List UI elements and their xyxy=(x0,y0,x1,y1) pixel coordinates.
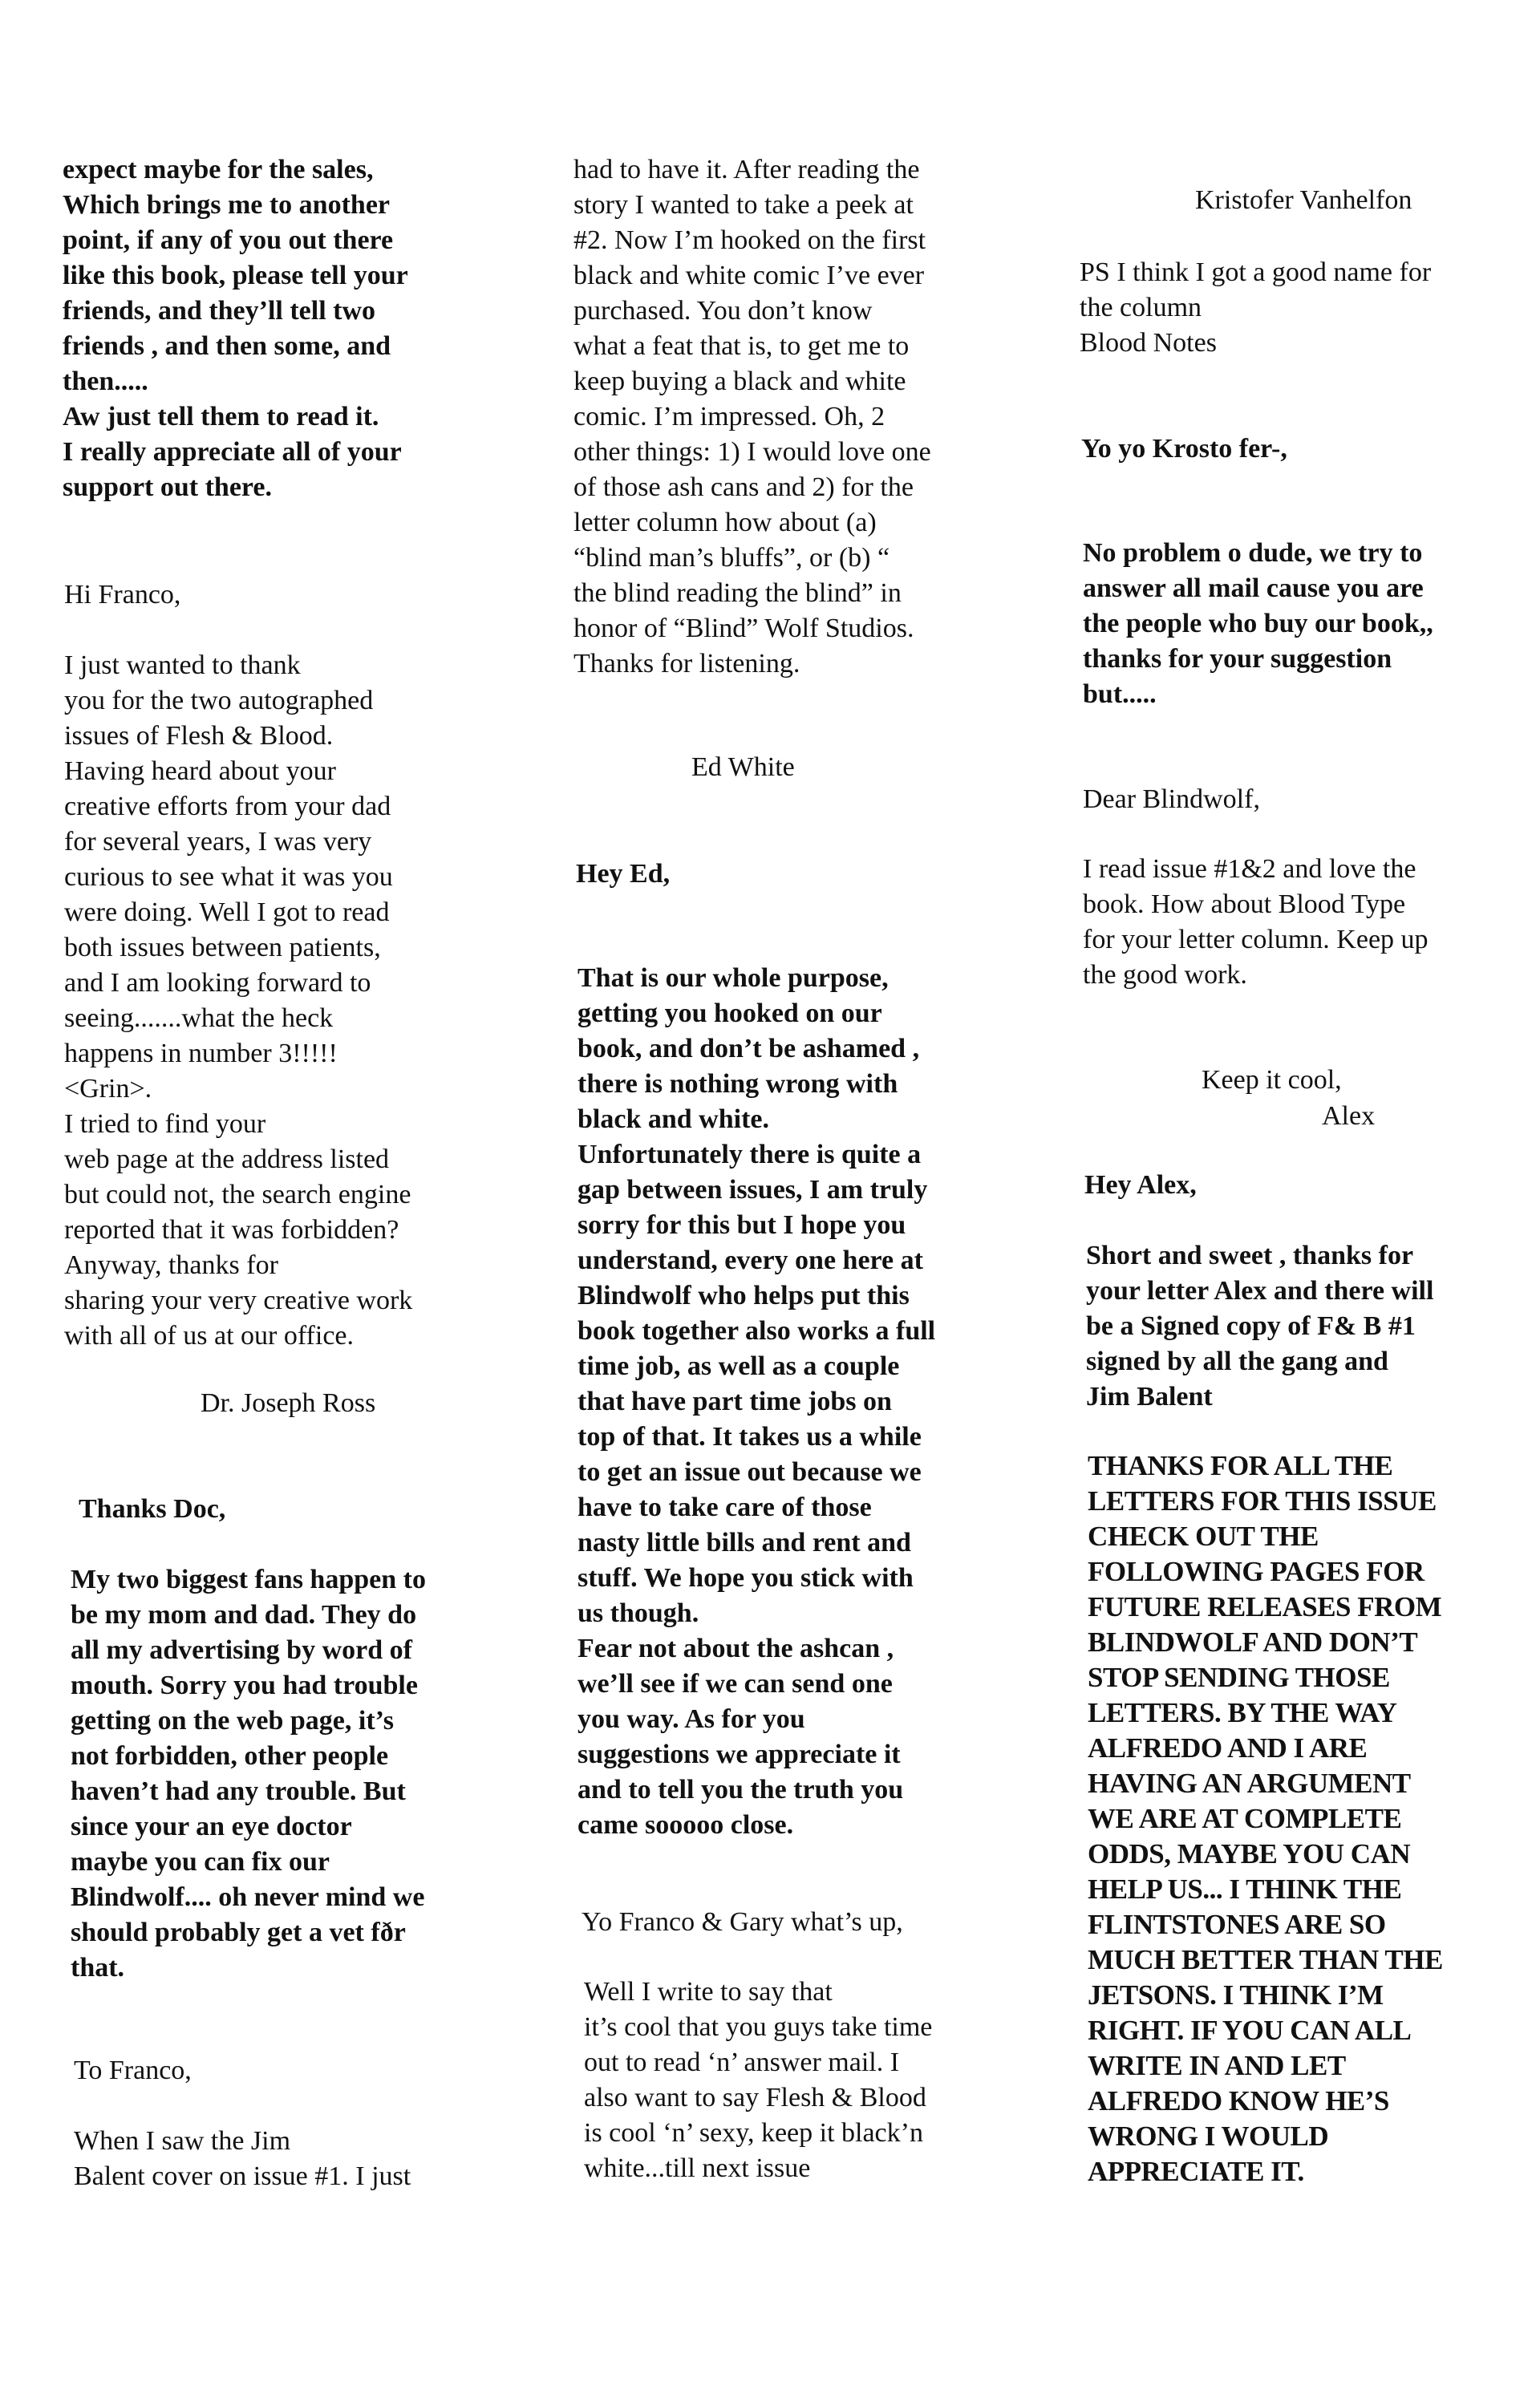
letter-ross-salutation: Hi Franco, xyxy=(64,580,181,610)
letter-alex-signature: Alex xyxy=(1322,1101,1376,1131)
reply-ed-salutation: Hey Ed, xyxy=(576,859,671,889)
letter-kris-salutation: Yo Franco & Gary what’s up, xyxy=(582,1907,903,1937)
letter-ross-body: I just wanted to thank you for the two autographed issues of Flesh & Blood. Having heard about your creative efforts from your dad for several years, I was very curious to see what it was you were doing. Well I got to read both issues between patients, and I am looking forward to seeing.......what the heck happens in number 3!!!!! <Grin>. I tried to find your web page at the address listed but could not, the search engine reported that it was forbidden? Anyway, thanks for sharing your very creative work with all of us at our office. xyxy=(64,650,413,1351)
letter-kris-ps: PS I think I got a good name for the column Blood Notes xyxy=(1080,257,1432,358)
reply-ross-salutation: Thanks Doc, xyxy=(79,1494,226,1524)
letter-kris-body: Well I write to say that it’s cool that you guys take time out to read ‘n’ answer mail. I also want to say Flesh & Blood is cool ‘n’ sexy, keep it black’n white...till next issue xyxy=(584,1977,933,2183)
reply-ross-body: My two biggest fans happen to be my mom and dad. They do all my advertising by word of mouth. Sorry you had trouble getting on the web page, it’s not forbidden, other people haven’t had any trouble. But since your an eye doctor maybe you can fix our Blindwolf.... oh never mind we should probably get a vet fðr that. xyxy=(71,1565,426,1983)
letter-ed-salutation: To Franco, xyxy=(74,2056,192,2085)
letter-ed-body-start: When I saw the Jim Balent cover on issue #1. I just xyxy=(74,2126,411,2191)
letter-ed-signature: Ed White xyxy=(691,752,795,782)
reply-intro: expect maybe for the sales, Which brings me to another point, if any of you out there like this book, please tell your friends, and they’ll tell two friends , and then some, and then..... Aw just tell them to read it. I really appreciate all of your support out there. xyxy=(63,155,408,502)
letter-kris-signature: Kristofer Vanhelfon xyxy=(1195,185,1412,215)
reply-kris-body: No problem o dude, we try to answer all mail cause you are the people who buy our book,, thanks for your suggestion but..... xyxy=(1083,538,1433,709)
reply-kris-salutation: Yo yo Krosto fer-, xyxy=(1081,434,1287,464)
letter-alex-salutation: Dear Blindwolf, xyxy=(1083,784,1260,814)
reply-alex-body: Short and sweet , thanks for your letter Alex and there will be a Signed copy of F& B #1 signed by all the gang and Jim Balent xyxy=(1086,1241,1434,1412)
letter-alex-closing: Keep it cool, xyxy=(1202,1065,1342,1095)
reply-ed-body: That is our whole purpose, getting you hooked on our book, and don’t be ashamed , there is nothing wrong with black and white. Unfortunately there is quite a gap between issues, I am truly sorry for this but I hope you understand, every one here at Blindwolf who helps put this book together also works a full time job, as well as a couple that have part time jobs on top of that. It takes us a while to get an issue out because we have to take care of those nasty little bills and rent and stuff. We hope you stick with us though. Fear not about the ashcan , we’ll see if we can send one you way. As for you suggestions we appreciate it and to tell you the truth you came sooooo close. xyxy=(578,963,936,1840)
letter-ed-body-end: had to have it. After reading the story I wanted to take a peek at #2. Now I’m hooked on the first black and white comic I’ve ever purchased. You don’t know what a feat that is, to get me to keep buying a black and white comic. I’m impressed. Oh, 2 other things: 1) I would love one of those ash cans and 2) for the letter column how about (a) “blind man’s bluffs”, or (b) “ the blind reading the blind” in honor of “Blind” Wolf Studios. Thanks for listening. xyxy=(573,155,931,679)
reply-alex-salutation: Hey Alex, xyxy=(1084,1170,1197,1200)
closing-note: THANKS FOR ALL THE LETTERS FOR THIS ISSUE CHECK OUT THE FOLLOWING PAGES FOR FUTURE RELEASES FROM BLINDWOLF AND DON’T STOP SENDING THOSE LETTERS. BY THE WAY ALFREDO AND I ARE HAVING AN ARGUMENT WE ARE AT COMPLETE ODDS, MAYBE YOU CAN HELP US... I THINK THE FLINTSTONES ARE SO MUCH BETTER THAN THE JETSONS. I THINK I’M RIGHT. IF YOU CAN ALL WRITE IN AND LET ALFREDO KNOW HE’S WRONG I WOULD APPRECIATE IT. xyxy=(1088,1450,1443,2187)
letter-alex-body: I read issue #1&2 and love the book. How about Blood Type for your letter column. Keep up the good work. xyxy=(1083,854,1429,990)
letter-ross-signature: Dr. Joseph Ross xyxy=(201,1388,376,1418)
